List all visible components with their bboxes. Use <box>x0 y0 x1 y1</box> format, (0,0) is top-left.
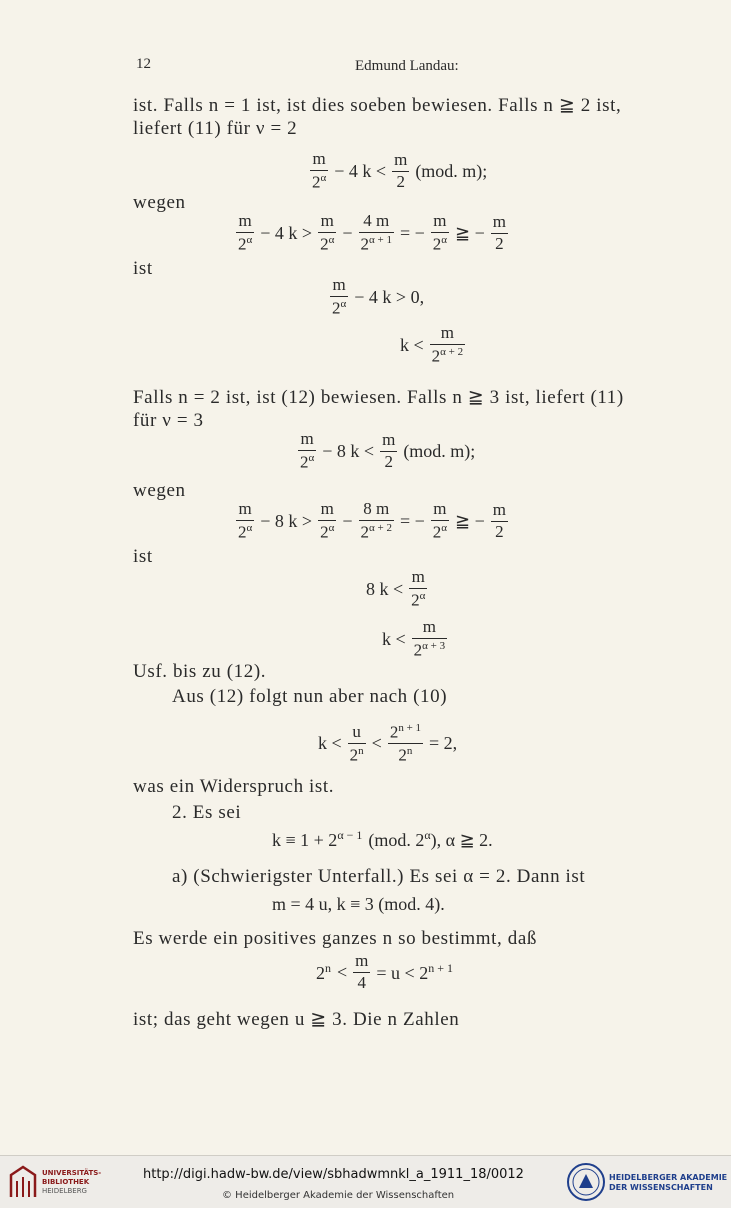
numerator: m <box>411 567 425 586</box>
base: 2 <box>300 452 309 472</box>
base: 2 <box>431 346 441 366</box>
fraction <box>310 150 328 192</box>
exponent: α + 2 <box>369 521 392 534</box>
base: 2 <box>389 722 399 742</box>
fraction <box>392 151 409 191</box>
academy-seal-icon <box>566 1162 606 1202</box>
formula-text: − 8 k > <box>260 510 313 531</box>
fraction <box>236 500 254 542</box>
page-number: 12 <box>136 56 151 72</box>
base: 2 <box>332 298 341 318</box>
footer-bar <box>0 1155 731 1208</box>
denominator <box>409 590 427 610</box>
exponent: α + 3 <box>422 639 446 652</box>
denominator <box>359 522 394 542</box>
formula <box>272 894 445 915</box>
fraction <box>491 213 508 253</box>
formula <box>272 828 493 851</box>
formula-part: = u < 2 <box>376 962 429 983</box>
formula-text: ≧ − <box>455 510 485 531</box>
numerator: 8 m <box>363 499 390 518</box>
text-line: liefert (11) für ν = 2 <box>133 118 298 139</box>
exponent: n + 1 <box>398 722 422 734</box>
exponent: α <box>328 233 335 246</box>
text-line: a) (Schwierigster Unterfall.) Es sei α = 2. Dann ist <box>172 866 586 887</box>
formula-text: (mod. m); <box>415 160 488 181</box>
library-name <box>42 1169 102 1196</box>
formula-part: ), α ≧ 2. <box>430 830 493 850</box>
numerator: m <box>320 499 334 518</box>
text-line: Falls n = 2 ist, ist (12) bewiesen. Falls n ≧ 3 ist, liefert (11) <box>133 387 624 408</box>
text-line: für ν = 3 <box>133 410 204 431</box>
formula <box>236 500 508 542</box>
numerator: m <box>394 149 408 169</box>
exponent: α <box>441 521 448 534</box>
base: 2 <box>360 522 369 542</box>
formula-text: k < <box>318 733 342 754</box>
numerator: m <box>332 275 346 294</box>
numerator: m <box>238 211 252 230</box>
fraction <box>431 212 449 254</box>
formula-text: − <box>342 510 353 531</box>
base: 2 <box>398 746 407 765</box>
numerator: 4 m <box>363 211 390 230</box>
numerator: m <box>492 499 507 519</box>
numerator: u <box>352 721 361 741</box>
formula-text: 8 k < <box>366 578 404 599</box>
exponent: α <box>441 233 448 246</box>
numerator: m <box>312 149 326 168</box>
fraction <box>380 431 397 471</box>
denominator: 2 <box>495 233 504 253</box>
denominator: 2 <box>384 451 393 471</box>
formula-text <box>272 828 362 851</box>
base: 2 <box>320 522 329 542</box>
formula-text: = 2, <box>429 733 458 754</box>
numerator: m <box>382 429 396 449</box>
denominator <box>236 522 254 542</box>
fraction <box>298 430 316 472</box>
formula-text: (mod. m); <box>403 440 476 461</box>
formula <box>298 430 475 472</box>
formula-text: < <box>371 733 382 754</box>
fraction <box>330 276 348 318</box>
formula <box>382 618 447 660</box>
fraction <box>430 324 465 366</box>
formula-text: − 8 k < <box>322 440 375 461</box>
formula-text: < <box>337 961 348 982</box>
denominator <box>318 234 336 254</box>
text-line: ist <box>133 258 153 279</box>
denominator: 2 <box>495 521 504 541</box>
formula-text <box>376 961 453 984</box>
exponent: n <box>358 744 364 757</box>
denominator <box>431 234 449 254</box>
formula-text: k < <box>382 628 406 649</box>
formula <box>318 722 457 766</box>
text-line: ist; das geht wegen u ≧ 3. Die n Zahlen <box>133 1009 460 1030</box>
exponent: α <box>328 521 335 534</box>
fraction <box>353 952 370 992</box>
formula <box>316 952 453 992</box>
document-url[interactable]: http://digi.hadw-bw.de/view/sbhadwmnkl_a_1911_18/0012 <box>143 1167 524 1182</box>
exponent: n <box>406 745 413 758</box>
academy-line: HEIDELBERGER AKADEMIE <box>609 1173 728 1182</box>
base: 2 <box>349 745 359 765</box>
exponent: α <box>320 171 327 184</box>
fraction <box>412 618 447 660</box>
running-head: Edmund Landau: <box>355 58 459 74</box>
denominator <box>359 234 394 254</box>
denominator <box>412 640 447 660</box>
exponent: n <box>325 960 331 975</box>
exponent: α <box>308 451 315 464</box>
formula-text: = − <box>399 510 425 531</box>
fraction <box>236 212 254 254</box>
text-line: was ein Widerspruch ist. <box>133 776 335 797</box>
base: 2 <box>360 234 369 254</box>
denominator <box>310 172 328 192</box>
numerator: m <box>300 429 314 448</box>
exponent: α <box>419 589 426 602</box>
formula-part: (mod. 2 <box>368 830 425 850</box>
denominator: 4 <box>357 972 367 992</box>
numerator <box>388 722 423 742</box>
base: 2 <box>413 640 423 660</box>
library-city: HEIDELBERG <box>42 1187 87 1195</box>
denominator <box>330 298 348 318</box>
exponent: α + 2 <box>440 345 464 358</box>
formula-text: − 4 k > 0, <box>354 286 425 307</box>
formula-part: 2 <box>316 962 325 983</box>
formula-text: ≧ − <box>455 222 485 243</box>
formula <box>236 212 508 254</box>
exponent: α <box>246 521 253 534</box>
formula-text: k < <box>400 334 424 355</box>
copyright-notice: © Heidelberger Akademie der Wissenschaften <box>222 1190 455 1201</box>
base: 2 <box>320 234 329 254</box>
denominator <box>236 234 254 254</box>
formula-part: k ≡ 1 + 2 <box>272 830 338 850</box>
base: 2 <box>312 172 321 192</box>
library-name-text: UNIVERSITÄTS- BIBLIOTHEK <box>42 1169 102 1186</box>
fraction <box>359 212 394 254</box>
formula-text: − 4 k < <box>334 160 387 181</box>
denominator <box>348 745 366 765</box>
fraction <box>359 500 394 542</box>
exponent: α + 1 <box>369 233 392 246</box>
fraction <box>318 212 336 254</box>
formula-text <box>368 828 492 851</box>
denominator <box>431 522 449 542</box>
base: 2 <box>432 522 442 542</box>
academy-name <box>609 1173 727 1193</box>
text-line: Usf. bis zu (12). <box>133 661 267 682</box>
exponent: α <box>246 233 253 246</box>
denominator <box>298 452 316 472</box>
denominator <box>430 346 465 366</box>
numerator: m <box>433 211 447 230</box>
formula <box>310 150 487 192</box>
formula <box>400 324 465 366</box>
base: 2 <box>432 234 442 254</box>
exponent: α <box>424 828 431 842</box>
formula <box>330 276 424 318</box>
formula-text: − <box>342 222 353 243</box>
text-line: 2. Es sei <box>172 802 242 823</box>
fraction <box>348 723 366 765</box>
exponent: n + 1 <box>428 960 453 975</box>
numerator: m <box>440 323 454 342</box>
academy-line: DER WISSENSCHAFTEN <box>609 1183 713 1192</box>
text-line: ist. Falls n = 1 ist, ist dies soeben bewiesen. Falls n ≧ 2 ist, <box>133 95 622 116</box>
fraction <box>491 501 508 541</box>
formula-text: − 4 k > <box>260 222 313 243</box>
numerator: m <box>422 617 436 636</box>
fraction <box>431 500 449 542</box>
exponent: α − 1 <box>337 828 363 842</box>
base: 2 <box>238 522 247 542</box>
exponent: α <box>340 297 347 310</box>
text-line: Aus (12) folgt nun aber nach (10) <box>172 686 448 707</box>
formula <box>366 568 427 610</box>
text-line: wegen <box>133 192 186 213</box>
denominator: 2 <box>396 171 405 191</box>
formula-text: m = 4 u, k ≡ 3 (mod. 4). <box>272 894 445 914</box>
numerator: m <box>238 499 252 518</box>
numerator: m <box>355 951 369 970</box>
denominator <box>396 745 414 765</box>
text-line: Es werde ein positives ganzes n so bestimmt, daß <box>133 928 537 949</box>
numerator: m <box>320 211 334 230</box>
text-line: ist <box>133 546 153 567</box>
formula-text: = − <box>399 222 425 243</box>
denominator <box>318 522 336 542</box>
numerator: m <box>433 499 447 518</box>
base: 2 <box>238 234 247 254</box>
library-logo-icon <box>8 1165 38 1201</box>
numerator: m <box>492 211 507 231</box>
formula-text <box>316 961 331 984</box>
base: 2 <box>411 590 420 610</box>
fraction <box>409 568 427 610</box>
fraction <box>388 722 423 766</box>
text-line: wegen <box>133 480 186 501</box>
fraction <box>318 500 336 542</box>
